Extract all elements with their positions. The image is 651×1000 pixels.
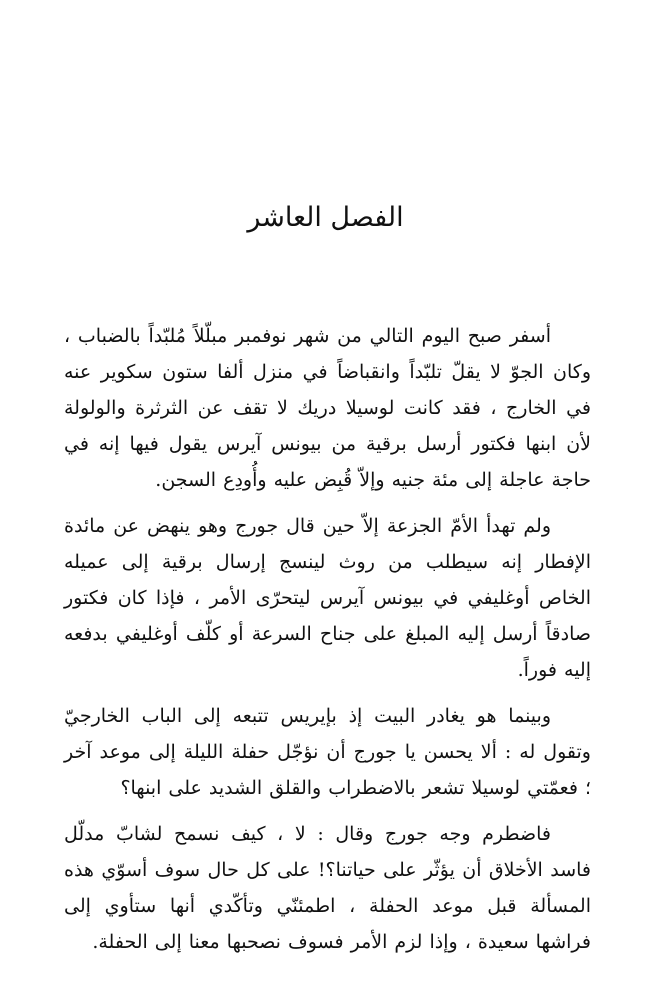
paragraph-1: أسفر صبح اليوم التالي من شهر نوفمبر مبلّلاً مُلبّداً بالضباب ، وكان الجوّ لا يقلّ تلبّداً وانقباضاً في منزل ألفا ستون سكوير عنه في الخارج ، فقد كانت لوسيلا دريك لا تقف عن الثرثرة والولولة لأن ابنها فكتور أرسل برقية من بيونس آيرس يقول فيها إنه في حاجة عاجلة إلى مئة جنيه وإلاّ قُبِض عليه وأُودِع السجن. <box>64 325 591 491</box>
chapter-title: الفصل العاشر <box>247 202 404 233</box>
chapter-body <box>64 318 591 970</box>
paragraph-2: ولم تهدأ الأمّ الجزعة إلاّ حين قال جورج وهو ينهض عن مائدة الإفطار إنه سيطلب من روث لينسج إرسال برقية إلى عميله الخاص أوغليفي في بيونس آيرس ليتحرّى الأمر ، فإذا كان فكتور صادقاً أرسل إليه المبلغ على جناح السرعة أو كلّف أوغليفي بدفعه إليه فوراً. <box>64 515 591 681</box>
paragraph-3: وبينما هو يغادر البيت إذ بإيريس تتبعه إلى الباب الخارجيّ وتقول له : ألا يحسن يا جورج أن نؤجّل حفلة الليلة إلى موعد آخر ؛ فعمّتي لوسيلا تشعر بالاضطراب والقلق الشديد على ابنها؟ <box>64 705 591 799</box>
paragraph-4: فاضطرم وجه جورج وقال : لا ، كيف نسمح لشابّ مدلّل فاسد الأخلاق أن يؤثّر على حياتنا؟! على كل حال سوف أسوّي هذه المسألة قبل موعد الحفلة ، اطمئنّي وتأكّدي أنها ستأوي إلى فراشها سعيدة ، وإذا لزم الأمر فسوف نصحبها معنا إلى الحفلة. <box>64 823 591 953</box>
